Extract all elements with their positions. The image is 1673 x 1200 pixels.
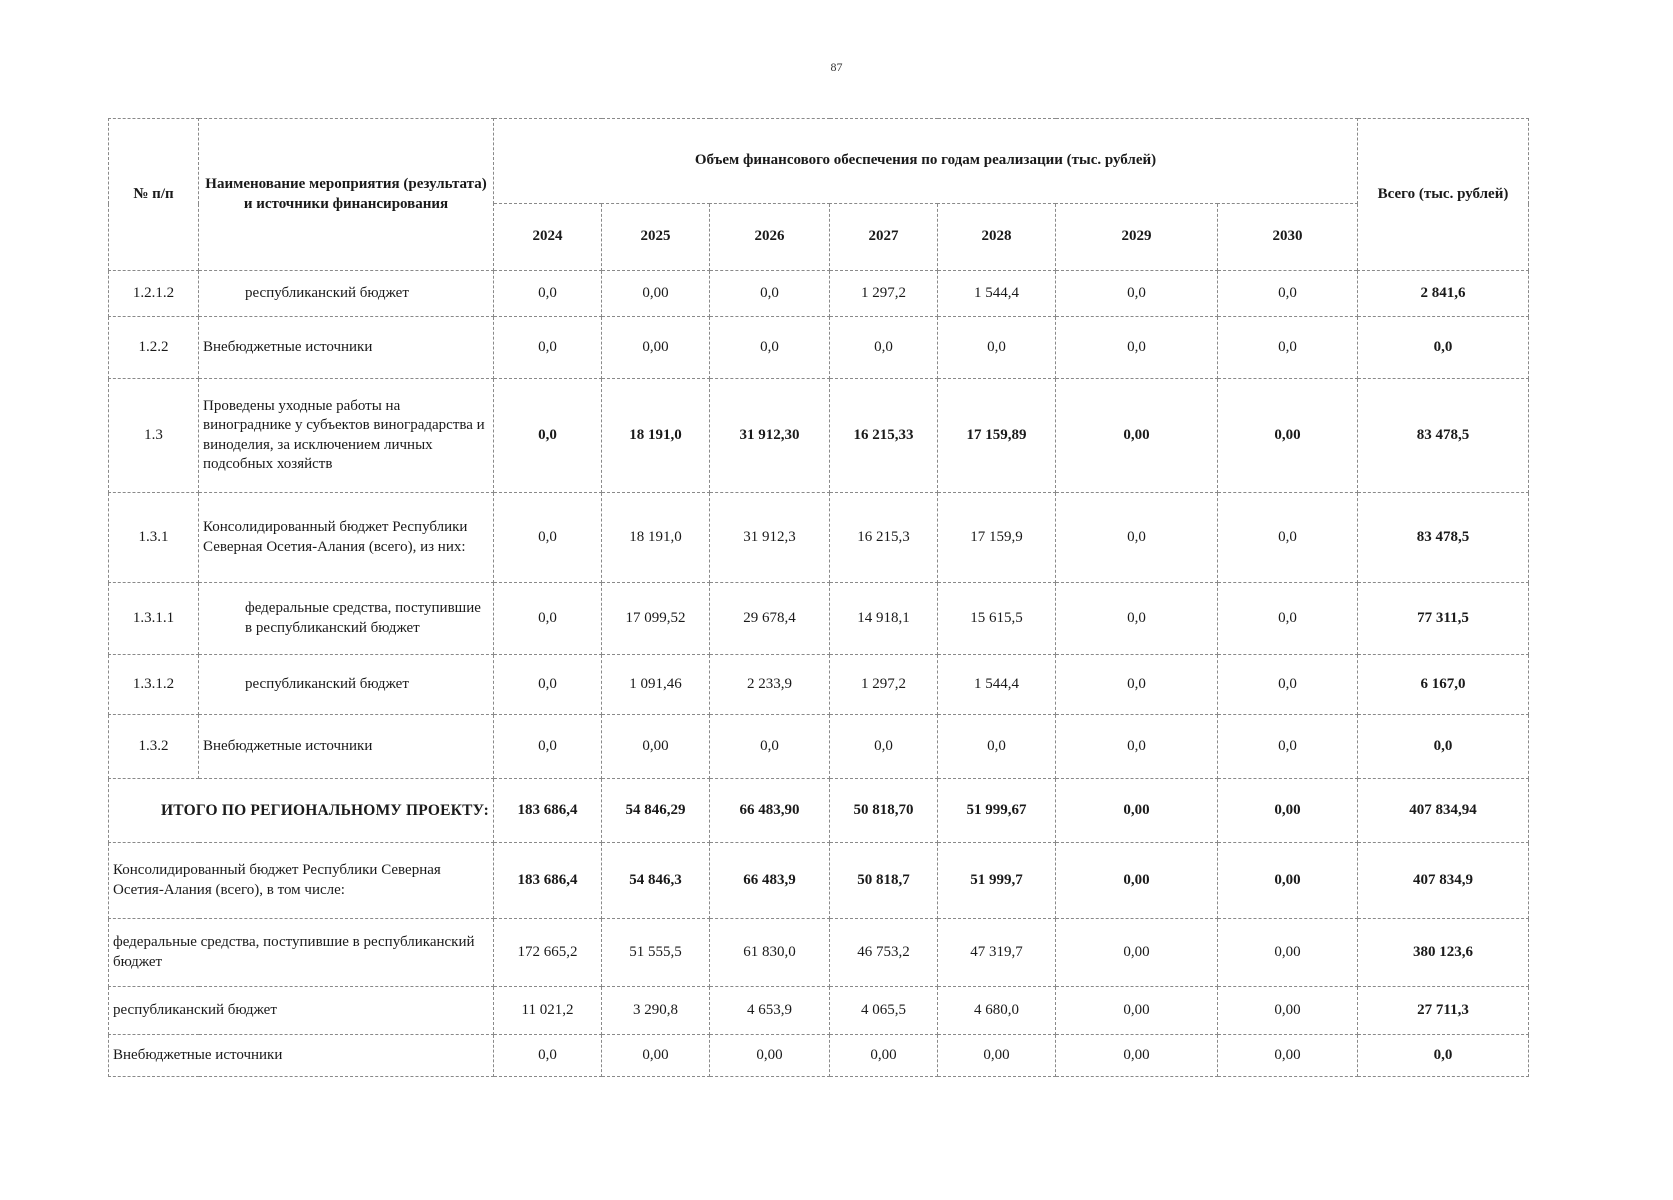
row-value: 0,0 [1218,715,1358,779]
summary-row-value: 0,00 [710,1035,830,1077]
summary-row [109,779,1529,843]
summary-row-value: 46 753,2 [830,919,938,987]
summary-value: 66 483,90 [710,779,830,843]
summary-row-value: 61 830,0 [710,919,830,987]
financing-table [108,118,1529,1077]
summary-row-value: 0,00 [938,1035,1056,1077]
row-value: 1 544,4 [938,655,1056,715]
row-value: 0,0 [494,715,602,779]
summary-value: 183 686,4 [494,779,602,843]
row-name: федеральные средства, поступившие в республиканский бюджет [199,583,494,655]
summary-row-value: 51 999,7 [938,843,1056,919]
row-total: 6 167,0 [1358,655,1529,715]
header-year: 2024 [494,204,602,271]
summary-breakdown-row [109,987,1529,1035]
summary-row-total: 27 711,3 [1358,987,1529,1035]
row-value: 0,0 [1218,493,1358,583]
row-index: 1.3.2 [109,715,199,779]
summary-row-value: 54 846,3 [602,843,710,919]
row-value: 0,0 [494,655,602,715]
header-year: 2030 [1218,204,1358,271]
row-name: Проведены уходные работы на винограднике у субъектов виноградарства и виноделия, за исключением личных подсобных хозяйств [199,379,494,493]
summary-row-total: 0,0 [1358,1035,1529,1077]
summary-value: 50 818,70 [830,779,938,843]
row-index: 1.3.1 [109,493,199,583]
summary-row-name: республиканский бюджет [109,987,494,1035]
summary-row-value: 0,00 [1218,843,1358,919]
row-total: 0,0 [1358,317,1529,379]
summary-row-value: 4 653,9 [710,987,830,1035]
row-value: 31 912,30 [710,379,830,493]
header-year: 2029 [1056,204,1218,271]
row-value: 2 233,9 [710,655,830,715]
row-value: 1 297,2 [830,655,938,715]
row-index: 1.3.1.1 [109,583,199,655]
summary-total: 407 834,94 [1358,779,1529,843]
header-name: Наименование мероприятия (результата) и источники финансирования [199,119,494,271]
row-value: 0,00 [1218,379,1358,493]
summary-row-total: 380 123,6 [1358,919,1529,987]
table-row [109,317,1529,379]
row-value: 0,0 [494,493,602,583]
row-value: 0,0 [1218,317,1358,379]
summary-row-value: 183 686,4 [494,843,602,919]
summary-breakdown-row [109,843,1529,919]
row-value: 0,0 [938,715,1056,779]
row-index: 1.2.2 [109,317,199,379]
table-row [109,493,1529,583]
summary-row-name: Внебюджетные источники [109,1035,494,1077]
row-value: 0,0 [830,317,938,379]
row-index: 1.3 [109,379,199,493]
summary-row-value: 3 290,8 [602,987,710,1035]
summary-row-name: Консолидированный бюджет Республики Северная Осетия-Алания (всего), в том числе: [109,843,494,919]
summary-row-value: 0,00 [1056,843,1218,919]
summary-row-value: 4 065,5 [830,987,938,1035]
summary-row-value: 0,00 [1218,1035,1358,1077]
row-name: Внебюджетные источники [199,317,494,379]
row-value: 17 099,52 [602,583,710,655]
row-value: 0,0 [1056,317,1218,379]
row-value: 1 091,46 [602,655,710,715]
summary-row-value: 4 680,0 [938,987,1056,1035]
row-value: 18 191,0 [602,493,710,583]
row-value: 0,0 [830,715,938,779]
row-total: 2 841,6 [1358,271,1529,317]
row-value: 1 544,4 [938,271,1056,317]
row-name: республиканский бюджет [199,271,494,317]
summary-row-value: 66 483,9 [710,843,830,919]
summary-title: ИТОГО ПО РЕГИОНАЛЬНОМУ ПРОЕКТУ: [109,779,494,843]
row-value: 0,00 [602,271,710,317]
header-year: 2027 [830,204,938,271]
row-value: 0,0 [1218,655,1358,715]
summary-value: 0,00 [1056,779,1218,843]
summary-value: 51 999,67 [938,779,1056,843]
header-year: 2025 [602,204,710,271]
summary-row-value: 0,00 [1056,919,1218,987]
summary-row-value: 0,0 [494,1035,602,1077]
summary-row-value: 0,00 [1218,987,1358,1035]
summary-row-value: 0,00 [830,1035,938,1077]
row-value: 0,0 [710,715,830,779]
table-row [109,583,1529,655]
summary-row-value: 0,00 [1056,987,1218,1035]
row-index: 1.3.1.2 [109,655,199,715]
row-value: 15 615,5 [938,583,1056,655]
row-total: 77 311,5 [1358,583,1529,655]
summary-row-total: 407 834,9 [1358,843,1529,919]
summary-row-value: 0,00 [1218,919,1358,987]
row-name: республиканский бюджет [199,655,494,715]
table-row [109,715,1529,779]
row-value: 14 918,1 [830,583,938,655]
row-value: 0,0 [1056,583,1218,655]
header-total: Всего (тыс. рублей) [1358,119,1529,271]
row-value: 0,00 [602,317,710,379]
table-row [109,655,1529,715]
row-value: 0,0 [494,379,602,493]
summary-value: 0,00 [1218,779,1358,843]
row-value: 0,0 [494,271,602,317]
page-number: 87 [830,60,843,74]
summary-row-value: 51 555,5 [602,919,710,987]
summary-row-value: 50 818,7 [830,843,938,919]
row-value: 0,0 [1056,715,1218,779]
row-value: 17 159,9 [938,493,1056,583]
row-index: 1.2.1.2 [109,271,199,317]
summary-row-value: 47 319,7 [938,919,1056,987]
row-value: 0,0 [938,317,1056,379]
row-name: Внебюджетные источники [199,715,494,779]
summary-row-value: 172 665,2 [494,919,602,987]
row-value: 0,0 [1218,583,1358,655]
row-total: 0,0 [1358,715,1529,779]
row-value: 16 215,33 [830,379,938,493]
summary-breakdown-row [109,919,1529,987]
table-row [109,379,1529,493]
row-value: 29 678,4 [710,583,830,655]
row-value: 18 191,0 [602,379,710,493]
row-value: 31 912,3 [710,493,830,583]
row-value: 0,0 [1056,655,1218,715]
row-value: 0,00 [1056,379,1218,493]
row-value: 1 297,2 [830,271,938,317]
header-year: 2026 [710,204,830,271]
row-value: 17 159,89 [938,379,1056,493]
row-value: 0,0 [1218,271,1358,317]
summary-row-name: федеральные средства, поступившие в республиканский бюджет [109,919,494,987]
header-year: 2028 [938,204,1056,271]
summary-breakdown-row [109,1035,1529,1077]
summary-value: 54 846,29 [602,779,710,843]
summary-row-value: 0,00 [602,1035,710,1077]
row-total: 83 478,5 [1358,493,1529,583]
row-value: 0,0 [1056,493,1218,583]
row-value: 16 215,3 [830,493,938,583]
table-row [109,271,1529,317]
row-value: 0,0 [1056,271,1218,317]
row-name: Консолидированный бюджет Республики Северная Осетия-Алания (всего), из них: [199,493,494,583]
header-years-group: Объем финансового обеспечения по годам реализации (тыс. рублей) [494,119,1358,204]
summary-row-value: 0,00 [1056,1035,1218,1077]
row-value: 0,0 [494,583,602,655]
row-value: 0,0 [710,271,830,317]
header-num: № п/п [109,119,199,271]
row-value: 0,0 [710,317,830,379]
summary-row-value: 11 021,2 [494,987,602,1035]
row-total: 83 478,5 [1358,379,1529,493]
row-value: 0,0 [494,317,602,379]
row-value: 0,00 [602,715,710,779]
